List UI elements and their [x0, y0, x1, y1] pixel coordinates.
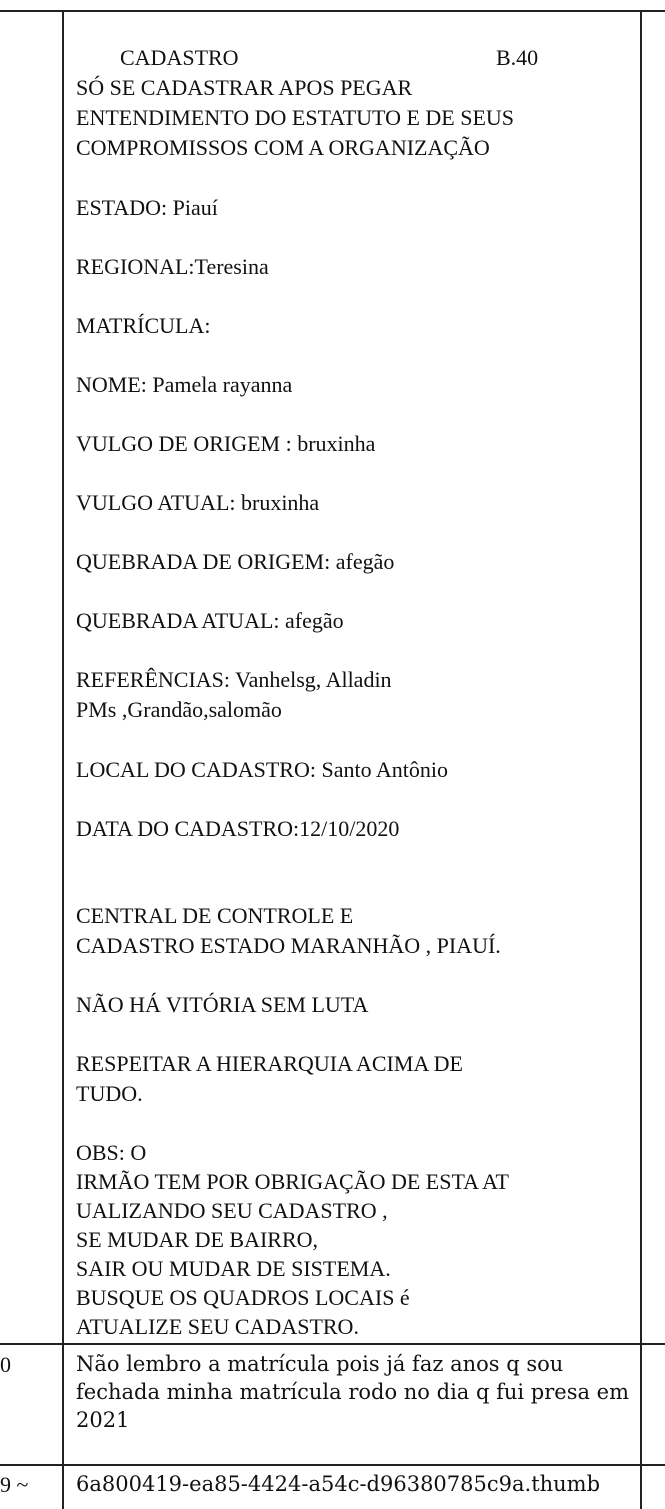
row-left-label: 0	[0, 1352, 11, 1377]
central-line: CENTRAL DE CONTROLE E	[76, 903, 354, 928]
obs-line: IRMÃO TEM POR OBRIGAÇÃO DE ESTA AT	[76, 1169, 509, 1194]
field-quebrada-atual: QUEBRADA ATUAL: afegão	[76, 608, 344, 633]
row-text-line: 6a800419-ea85-4424-a54c-d96380785c9a.thumb	[76, 1472, 601, 1496]
field-nome: NOME: Pamela rayanna	[76, 372, 293, 397]
obs-line: UALIZANDO SEU CADASTRO ,	[76, 1198, 388, 1223]
field-local: LOCAL DO CADASTRO: Santo Antônio	[76, 757, 448, 782]
notice-line: COMPROMISSOS COM A ORGANIZAÇÃO	[76, 135, 490, 160]
notice-line: ENTENDIMENTO DO ESTATUTO E DE SEUS	[76, 105, 515, 130]
table-top-border	[0, 10, 665, 12]
field-matricula: MATRÍCULA:	[76, 313, 211, 338]
field-vulgo-atual: VULGO ATUAL: bruxinha	[76, 490, 320, 515]
obs-line: SAIR OU MUDAR DE SISTEMA.	[76, 1256, 391, 1281]
field-referencias: REFERÊNCIAS: Vanhelsg, Alladin	[76, 667, 392, 692]
row-divider	[0, 1343, 665, 1345]
obs-line: BUSQUE OS QUADROS LOCAIS é	[76, 1285, 410, 1310]
table-right-border	[640, 10, 642, 1509]
motto: NÃO HÁ VITÓRIA SEM LUTA	[76, 992, 369, 1017]
central-line: CADASTRO ESTADO MARANHÃO , PIAUÍ.	[76, 933, 501, 958]
field-estado: ESTADO: Piauí	[76, 195, 218, 220]
row-text-line: fechada minha matrícula rodo no dia q fui presa em	[76, 1380, 630, 1404]
row-text-line: Não lembro a matrícula pois já faz anos q sou	[76, 1352, 564, 1376]
respeitar-line: TUDO.	[76, 1081, 143, 1106]
row-left-label: 9 ~	[0, 1472, 29, 1497]
obs-line: ATUALIZE SEU CADASTRO.	[76, 1314, 359, 1339]
field-vulgo-origem: VULGO DE ORIGEM : bruxinha	[76, 431, 376, 456]
row-text-line: 2021	[76, 1408, 130, 1432]
field-regional: REGIONAL:Teresina	[76, 254, 269, 279]
field-quebrada-origem: QUEBRADA DE ORIGEM: afegão	[76, 549, 395, 574]
row-divider	[0, 1464, 665, 1466]
obs-line: OBS: O	[76, 1140, 147, 1165]
field-referencias-cont: PMs ,Grandão,salomão	[76, 697, 282, 722]
field-data: DATA DO CADASTRO:12/10/2020	[76, 816, 400, 841]
respeitar-line: RESPEITAR A HIERARQUIA ACIMA DE	[76, 1051, 463, 1076]
form-code: B.40	[496, 45, 539, 70]
notice-line: SÓ SE CADASTRAR APOS PEGAR	[76, 75, 413, 100]
obs-line: SE MUDAR DE BAIRRO,	[76, 1227, 319, 1252]
table-left-border	[62, 10, 64, 1509]
form-title: CADASTRO	[120, 45, 239, 70]
